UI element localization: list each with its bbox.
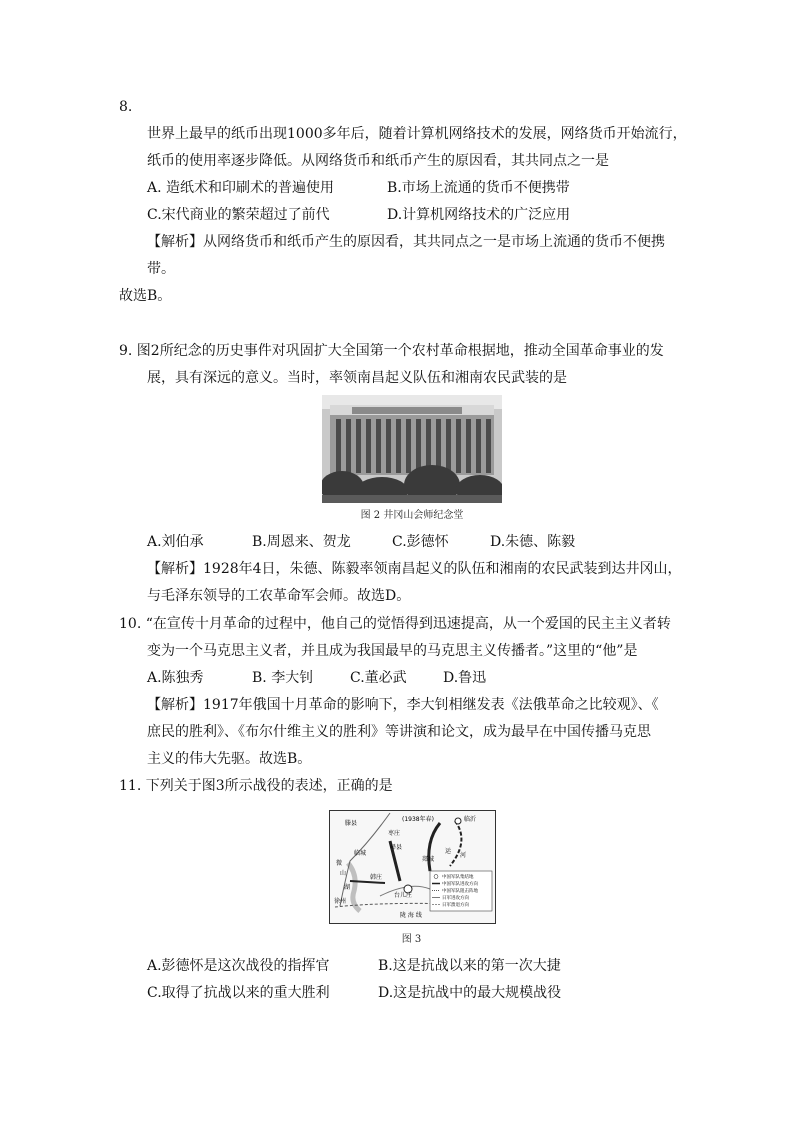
place-label: 临沂 [464,816,477,823]
question-9-analysis-line-2: 与毛泽东领导的工农革命军会师。故选D。 [147,588,411,604]
question-10-option-b: B. 李大钊 [252,670,314,686]
river-label: 微 [336,860,343,867]
river-label: 河 [460,852,467,859]
question-10-analysis-line-2: 庶民的胜利》、《布尔什维主义的胜利》等讲演和论文，成为最早在中国传播马克思 [147,724,651,740]
figure-3-caption: 图 3 [401,934,422,945]
question-8-analysis-line-1: 【解析】从网络货币和纸币产生的原因看，其共同点之一是市场上流通的货币不便携 [147,234,665,250]
question-8-analysis-line-2: 带。 [147,261,175,277]
question-11-option-d: D.这是抗战中的最大规模战役 [378,985,562,1001]
question-10-option-a: A.陈独秀 [147,670,204,686]
legend-item: 中国军队集结地 [442,875,474,880]
question-10-analysis-line-1: 【解析】1917年俄国十月革命的影响下，李大钊相继发表《法俄革命之比较观》、《 [147,697,659,713]
memorial-hall-illustration [322,395,502,503]
question-11-option-a: A.彭德怀是这次战役的指挥官 [147,958,330,974]
question-8-stem-line-2: 纸币的使用率逐步降低。从网络货币和纸币产生的原因看，其共同点之一是 [147,153,609,169]
place-label: 临城 [354,850,367,857]
question-9-stem-line-2: 展，具有深远的意义。当时，率领南昌起义队伍和湘南农民武装的是 [147,370,567,386]
question-8-option-c: C.宋代商业的繁荣超过了前代 [147,207,330,223]
place-label: 徐州 [334,898,347,905]
question-9-stem-line-1: 9. 图2所纪念的历史事件对巩固扩大全国第一个农村革命根据地，推动全国革命事业的发 [119,343,664,359]
question-10-stem-line-2: 变为一个马克思主义者，并且成为我国最早的马克思主义传播者。”这里的“他”是 [147,643,638,659]
question-9-analysis-line-1: 【解析】1928年4日，朱德、陈毅率领南昌起义的队伍和湘南的农民武装到达井冈山， [147,561,682,577]
place-label: 韩庄 [370,874,383,881]
question-9-option-a: A.刘伯承 [147,534,204,550]
place-label: 滕县 [345,820,358,827]
question-11-option-b: B.这是抗战以来的第一次大捷 [378,958,561,974]
figure-2-caption: 图 2 井冈山会师纪念堂 [360,510,464,521]
battle-map-illustration [330,811,495,923]
question-11-option-c: C.取得了抗战以来的重大胜利 [147,985,330,1001]
river-label: 陇 海 线 [400,912,422,919]
linyi-marker [455,818,461,824]
place-label: 台儿庄 [394,892,413,899]
memorial-hall-photo [322,395,502,503]
question-10-analysis-line-3: 主义的伟大先驱。故选B。 [147,751,312,767]
question-9-option-c: C.彭德怀 [392,534,449,550]
question-8-number: 8. [119,99,133,115]
river-label: 湖 [344,884,351,891]
place-label: 峄县 [390,844,403,851]
question-8-option-d: D.计算机网络技术的广泛应用 [387,207,571,223]
question-8-option-a: A. 造纸术和印刷术的普遍使用 [147,180,335,196]
question-9-option-d: D.朱德、陈毅 [490,534,576,550]
question-10-option-c: C.董必武 [350,670,407,686]
legend-item: 中国军队阻击阵地 [442,889,478,894]
legend-item: 日军进攻方向 [442,896,469,901]
place-label: 郯城 [422,856,435,863]
question-8-option-b: B.市场上流通的货币不便携带 [387,180,570,196]
river-label: 运 [445,848,452,855]
legend-item: 日军溃退方向 [442,903,469,908]
river-label: 山 [340,870,347,877]
legend-item: 中国军队进攻方向 [442,882,478,887]
question-10-option-d: D.鲁迅 [443,670,487,686]
question-9-option-b: B.周恩来、贺龙 [252,534,351,550]
question-8-answer: 故选B。 [119,288,172,304]
taierzhuang-battle-map [329,810,496,924]
map-legend [430,871,492,911]
map-title: (1938年春) [402,816,434,823]
place-label: 枣庄 [388,830,401,837]
question-10-stem-line-1: 10. “在宣传十月革命的过程中，他自己的觉悟得到迅速提高，从一个爱国的民主主义者转 [119,616,671,632]
question-8-stem-line-1: 世界上最早的纸币出现1000多年后，随着计算机网络技术的发展，网络货币开始流行， [147,126,687,142]
question-11-stem: 11. 下列关于图3所示战役的表述，正确的是 [119,778,393,794]
